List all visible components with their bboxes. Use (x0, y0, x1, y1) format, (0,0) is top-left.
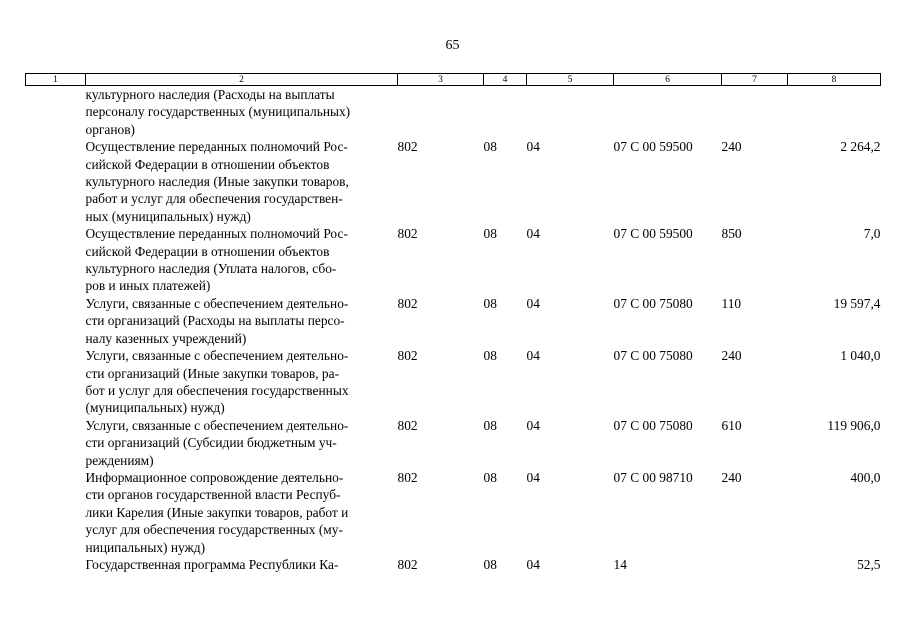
description-line: ных (муниципальных) нужд) (85, 208, 251, 224)
cell-description (86, 347, 398, 417)
description-line: культурного наследия (Уплата налогов, сбо- (85, 261, 337, 277)
description-line: сти организаций (Субсидии бюджетным уч- (85, 435, 337, 451)
cell-target-article: 07 С 00 75080 (613, 348, 693, 364)
cell-description (86, 138, 398, 225)
description-line: лики Карелия (Иные закупки товаров, работ и (85, 504, 349, 520)
cell-admin-code: 802 (397, 139, 418, 155)
cell-expense-type: 240 (721, 469, 742, 485)
column-header-4: 4 (484, 74, 527, 86)
table-row (26, 86, 881, 139)
cell-col1 (26, 347, 86, 417)
cell-section: 08 (483, 348, 497, 364)
cell-description (86, 86, 398, 139)
cell-col1 (26, 225, 86, 295)
cell-section: 08 (483, 556, 497, 572)
cell-target-article: 07 С 00 98710 (613, 469, 693, 485)
cell-subsection: 04 (526, 226, 540, 242)
description-line: сти органов государственной власти Респуб- (85, 487, 341, 503)
cell-target-article: 07 С 00 75080 (613, 417, 693, 433)
cell-target-article: 07 С 00 75080 (613, 295, 693, 311)
budget-table (25, 73, 881, 573)
description-line: Государственная программа Республики Ка- (85, 556, 339, 572)
description-line: персоналу государственных (муниципальных) (85, 104, 351, 120)
cell-admin-code: 802 (397, 469, 418, 485)
table-row (26, 295, 881, 347)
table-row (26, 469, 881, 556)
description-line: Услуги, связанные с обеспечением деятельно- (85, 295, 349, 311)
table-row (26, 417, 881, 469)
cell-section: 08 (483, 469, 497, 485)
cell-description (86, 225, 398, 295)
cell-description (86, 556, 398, 573)
cell-expense-type: 240 (721, 348, 742, 364)
description-line: органов) (85, 121, 135, 137)
table-body (26, 86, 881, 574)
cell-expense-type: 610 (721, 417, 742, 433)
cell-col1 (26, 86, 86, 139)
cell-subsection: 04 (526, 295, 540, 311)
description-line: Услуги, связанные с обеспечением деятельно- (85, 417, 349, 433)
cell-admin-code: 802 (397, 295, 418, 311)
cell-section: 08 (483, 295, 497, 311)
cell-target-article: 07 С 00 59500 (613, 139, 693, 155)
description-line: Осуществление переданных полномочий Рос- (85, 139, 348, 155)
cell-amount: 400,0 (850, 469, 881, 485)
description-line: сти организаций (Расходы на выплаты персо- (85, 313, 345, 329)
cell-col1 (26, 295, 86, 347)
column-header-1: 1 (26, 74, 86, 86)
cell-subsection: 04 (526, 469, 540, 485)
cell-description (86, 295, 398, 347)
cell-amount: 1 040,0 (840, 348, 881, 364)
cell-amount: 19 597,4 (833, 295, 881, 311)
column-header-8: 8 (788, 74, 881, 86)
description-line: реждениям) (85, 452, 154, 468)
description-line: услуг для обеспечения государственных (му- (85, 522, 343, 538)
cell-expense-type: 110 (721, 295, 742, 311)
cell-admin-code: 802 (397, 556, 418, 572)
cell-section: 08 (483, 226, 497, 242)
description-line: работ и услуг для обеспечения государствен- (85, 191, 343, 207)
description-line: сийской Федерации в отношении объектов (85, 156, 330, 172)
cell-target-article: 07 С 00 59500 (613, 226, 693, 242)
description-line: бот и услуг для обеспечения государственных (85, 382, 349, 398)
cell-col1 (26, 138, 86, 225)
cell-amount: 2 264,2 (840, 139, 881, 155)
cell-admin-code (398, 86, 484, 139)
cell-section: 08 (483, 417, 497, 433)
cell-admin-code: 802 (397, 417, 418, 433)
column-header-7: 7 (722, 74, 788, 86)
description-line: сти организаций (Иные закупки товаров, ра- (85, 365, 340, 381)
description-line: Услуги, связанные с обеспечением деятельно- (85, 348, 349, 364)
cell-description (86, 417, 398, 469)
cell-admin-code: 802 (397, 226, 418, 242)
column-header-2: 2 (86, 74, 398, 86)
description-line: сийской Федерации в отношении объектов (85, 243, 330, 259)
cell-subsection: 04 (526, 417, 540, 433)
cell-target-article (614, 86, 722, 139)
cell-col1 (26, 417, 86, 469)
cell-subsection: 04 (526, 556, 540, 572)
table-row (26, 556, 881, 573)
cell-target-article: 14 (613, 556, 627, 572)
description-line: культурного наследия (Иные закупки товаров, (85, 174, 349, 190)
cell-col1 (26, 469, 86, 556)
cell-expense-type (722, 86, 788, 139)
cell-amount: 7,0 (863, 226, 881, 242)
column-header-5: 5 (527, 74, 614, 86)
cell-expense-type: 240 (721, 139, 742, 155)
cell-subsection (527, 86, 614, 139)
cell-admin-code: 802 (397, 348, 418, 364)
table-row (26, 138, 881, 225)
cell-expense-type: 850 (721, 226, 742, 242)
cell-subsection: 04 (526, 348, 540, 364)
cell-subsection: 04 (526, 139, 540, 155)
page-number: 65 (445, 38, 460, 53)
description-line: Осуществление переданных полномочий Рос- (85, 226, 348, 242)
description-line: ниципальных) нужд) (85, 539, 206, 555)
column-header-3: 3 (398, 74, 484, 86)
cell-amount: 119 906,0 (827, 417, 881, 433)
table-row (26, 347, 881, 417)
description-line: (муниципальных) нужд) (85, 400, 225, 416)
cell-section (484, 86, 527, 139)
cell-amount: 52,5 (857, 556, 881, 572)
description-line: налу казенных учреждений) (85, 330, 247, 346)
description-line: Информационное сопровождение деятельно- (85, 469, 344, 485)
column-header-6: 6 (614, 74, 722, 86)
cell-amount (788, 86, 881, 139)
cell-col1 (26, 556, 86, 573)
cell-description (86, 469, 398, 556)
header-row (26, 74, 881, 86)
description-line: ров и иных платежей) (85, 278, 211, 294)
cell-expense-type (722, 556, 788, 573)
table-row (26, 225, 881, 295)
cell-section: 08 (483, 139, 497, 155)
description-line: культурного наследия (Расходы на выплаты (85, 87, 335, 102)
